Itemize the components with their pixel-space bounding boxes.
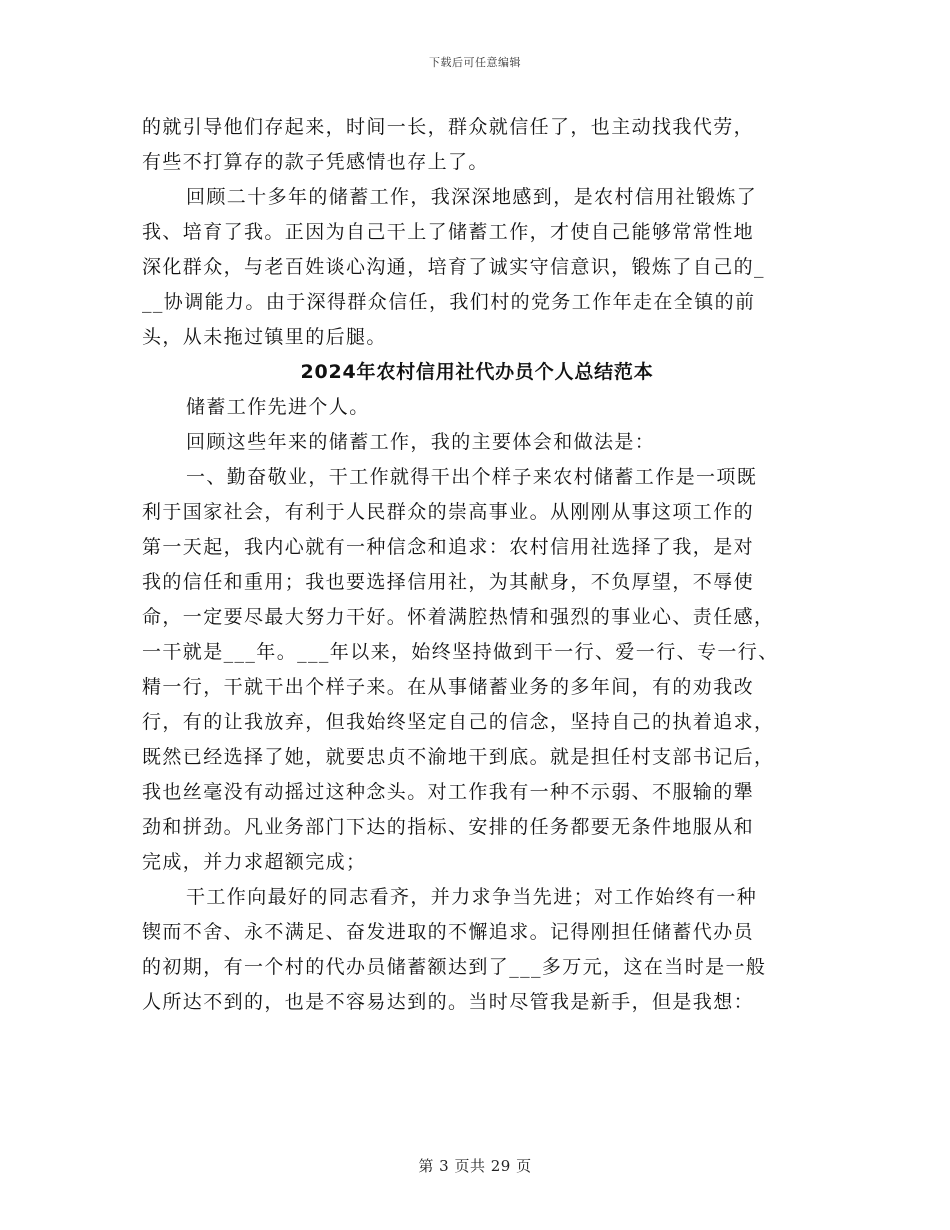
paragraph-1 bbox=[142, 110, 812, 180]
paragraph-3 bbox=[142, 390, 812, 425]
text-line: 劲和拼劲。凡业务部门下达的指标、安排的任务都要无条件地服从和 bbox=[142, 816, 755, 838]
paragraph-2 bbox=[142, 180, 812, 355]
paragraph-6 bbox=[142, 880, 812, 1020]
text-line: 利于国家社会，有利于人民群众的崇高事业。从刚刚从事这项工作的 bbox=[142, 501, 755, 523]
text-line: 回顾这些年来的储蓄工作，我的主要体会和做法是： bbox=[186, 431, 656, 453]
paragraph-5 bbox=[142, 460, 812, 880]
page-number: 第 3 页共 29 页 bbox=[418, 1157, 532, 1175]
text-line: 深化群众，与老百姓谈心沟通，培育了诚实守信意识，锻炼了自己的_ bbox=[142, 256, 765, 278]
text-line: 回顾二十多年的储蓄工作，我深深地感到，是农村信用社锻炼了 bbox=[186, 186, 758, 208]
download-note: 下载后可任意编辑 bbox=[429, 56, 521, 69]
text-line: 第一天起，我内心就有一种信念和追求：农村信用社选择了我，是对 bbox=[142, 536, 755, 558]
text-line: 的初期，有一个村的代办员储蓄额达到了___多万元，这在当时是一般 bbox=[142, 956, 767, 978]
text-line: 锲而不舍、永不满足、奋发进取的不懈追求。记得刚担任储蓄代办员 bbox=[142, 921, 755, 943]
paragraph-4 bbox=[142, 425, 812, 460]
text-line: 我的信任和重用；我也要选择信用社，为其献身，不负厚望，不辱使 bbox=[142, 571, 755, 593]
text-line: 一干就是___年。___年以来，始终坚持做到干一行、爱一行、专一行、 bbox=[142, 641, 779, 663]
text-line: 既然已经选择了她，就要忠贞不渝地干到底。就是担任村支部书记后， bbox=[142, 746, 775, 768]
text-line: 头，从未拖过镇里的后腿。 bbox=[142, 326, 387, 348]
text-line: 人所达不到的，也是不容易达到的。当时尽管我是新手，但是我想： bbox=[142, 991, 755, 1013]
text-line: 的就引导他们存起来，时间一长，群众就信任了，也主动找我代劳， bbox=[142, 116, 755, 138]
text-line: 行，有的让我放弃，但我始终坚定自己的信念，坚持自己的执着追求， bbox=[142, 711, 775, 733]
text-line: 我、培育了我。正因为自己干上了储蓄工作，才使自己能够常常性地 bbox=[142, 221, 755, 243]
text-line: 储蓄工作先进个人。 bbox=[186, 396, 370, 418]
text-line: 我也丝毫没有动摇过这种念头。对工作我有一种不示弱、不服输的犟 bbox=[142, 781, 755, 803]
text-line: 精一行，干就干出个样子来。在从事储蓄业务的多年间，有的劝我改 bbox=[142, 676, 755, 698]
text-line: 完成，并力求超额完成； bbox=[142, 851, 367, 873]
text-line: 有些不打算存的款子凭感情也存上了。 bbox=[142, 151, 489, 173]
section-title: 2024年农村信用社代办员个人总结范本 bbox=[300, 361, 654, 383]
text-line: 命，一定要尽最大努力干好。怀着满腔热情和强烈的事业心、责任感， bbox=[142, 606, 775, 628]
text-line: __协调能力。由于深得群众信任，我们村的党务工作年走在全镇的前 bbox=[142, 291, 756, 313]
document-body bbox=[142, 110, 812, 1020]
text-line: 干工作向最好的同志看齐，并力求争当先进；对工作始终有一种 bbox=[186, 886, 758, 908]
text-line: 一、勤奋敬业，干工作就得干出个样子来农村储蓄工作是一项既 bbox=[186, 466, 758, 488]
